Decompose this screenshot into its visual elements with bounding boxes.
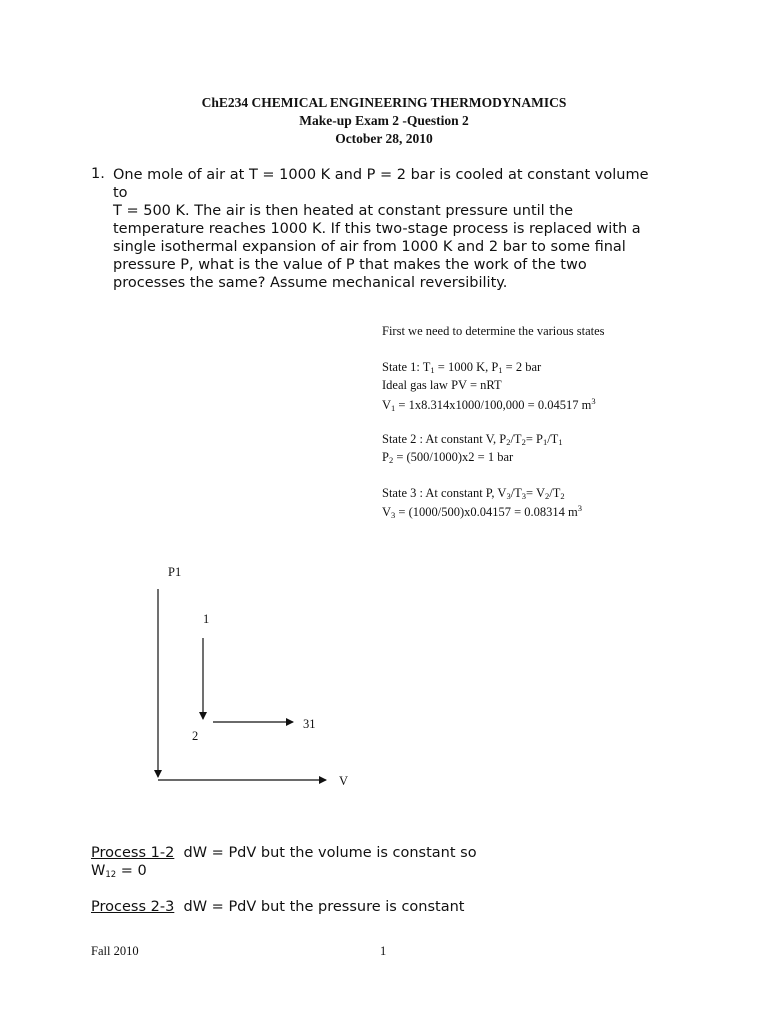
state2-line: State 2 : At constant V, $P_2/T_2= P_1/T_1$ <box>382 432 563 447</box>
v-axis-label: V <box>339 774 349 788</box>
question-line-3: T = 500 K. The air is then heated at constant pressure until the <box>113 203 574 219</box>
exam-title: Make-up Exam 2 -Question 2 <box>299 113 469 128</box>
question-line-1: One mole of air at T = 1000 K and P = 2 bar is cooled at constant volume <box>113 167 649 183</box>
ideal-gas-law: Ideal gas law PV = nRT <box>382 378 502 392</box>
w12-equation: $W_{12} = 0$ <box>91 863 147 880</box>
p-axis-label: P1 <box>168 565 182 579</box>
question-line-6: pressure P, what is the value of P that makes the work of the two <box>113 257 587 273</box>
question-line-5: single isothermal expansion of air from 1000 K and 2 bar to some final <box>113 239 626 255</box>
work-intro: First we need to determine the various states <box>382 324 605 338</box>
process-2-3-line: Process 2-3 dW = PdV but the pressure is constant <box>91 899 465 915</box>
state1-line: State 1: $T_1 = 1000$ K, $P_1 = 2$ bar <box>382 360 542 375</box>
state-1-label: 1 <box>203 612 210 626</box>
course-title: ChE234 CHEMICAL ENGINEERING THERMODYNAMICS <box>201 95 567 110</box>
footer-term: Fall 2010 <box>91 944 139 958</box>
exam-date: October 28, 2010 <box>335 131 433 146</box>
process-1-2-title: Process 1-2 <box>91 845 175 861</box>
state3-line: State 3 : At constant P, $V_3/T_3= V_2/T_2$ <box>382 486 565 501</box>
v1-equation: $V_1 = 1x8.314x1000/100,000 = 0.04517$ $m^3$ <box>382 396 596 413</box>
question-line-7: processes the same? Assume mechanical reversibility. <box>113 275 508 291</box>
state-2-label: 2 <box>192 729 199 743</box>
page-number: 1 <box>380 944 387 958</box>
state-3-label: 31 <box>303 717 316 731</box>
p2-equation: $P_2 = (500/1000)x2 = 1$ bar <box>382 450 514 465</box>
v3-equation: $V_3 = (1000/500)x0.04157 = 0.08314$ $m^3$ <box>382 503 583 520</box>
question-line-4: temperature reaches 1000 K. If this two-stage process is replaced with a <box>113 221 641 237</box>
question-number: 1. <box>91 166 105 182</box>
process-2-3-title: Process 2-3 <box>91 899 175 915</box>
question-line-2: to <box>113 185 128 201</box>
process-1-2-line: Process 1-2 dW = PdV but the volume is constant so <box>91 845 477 861</box>
